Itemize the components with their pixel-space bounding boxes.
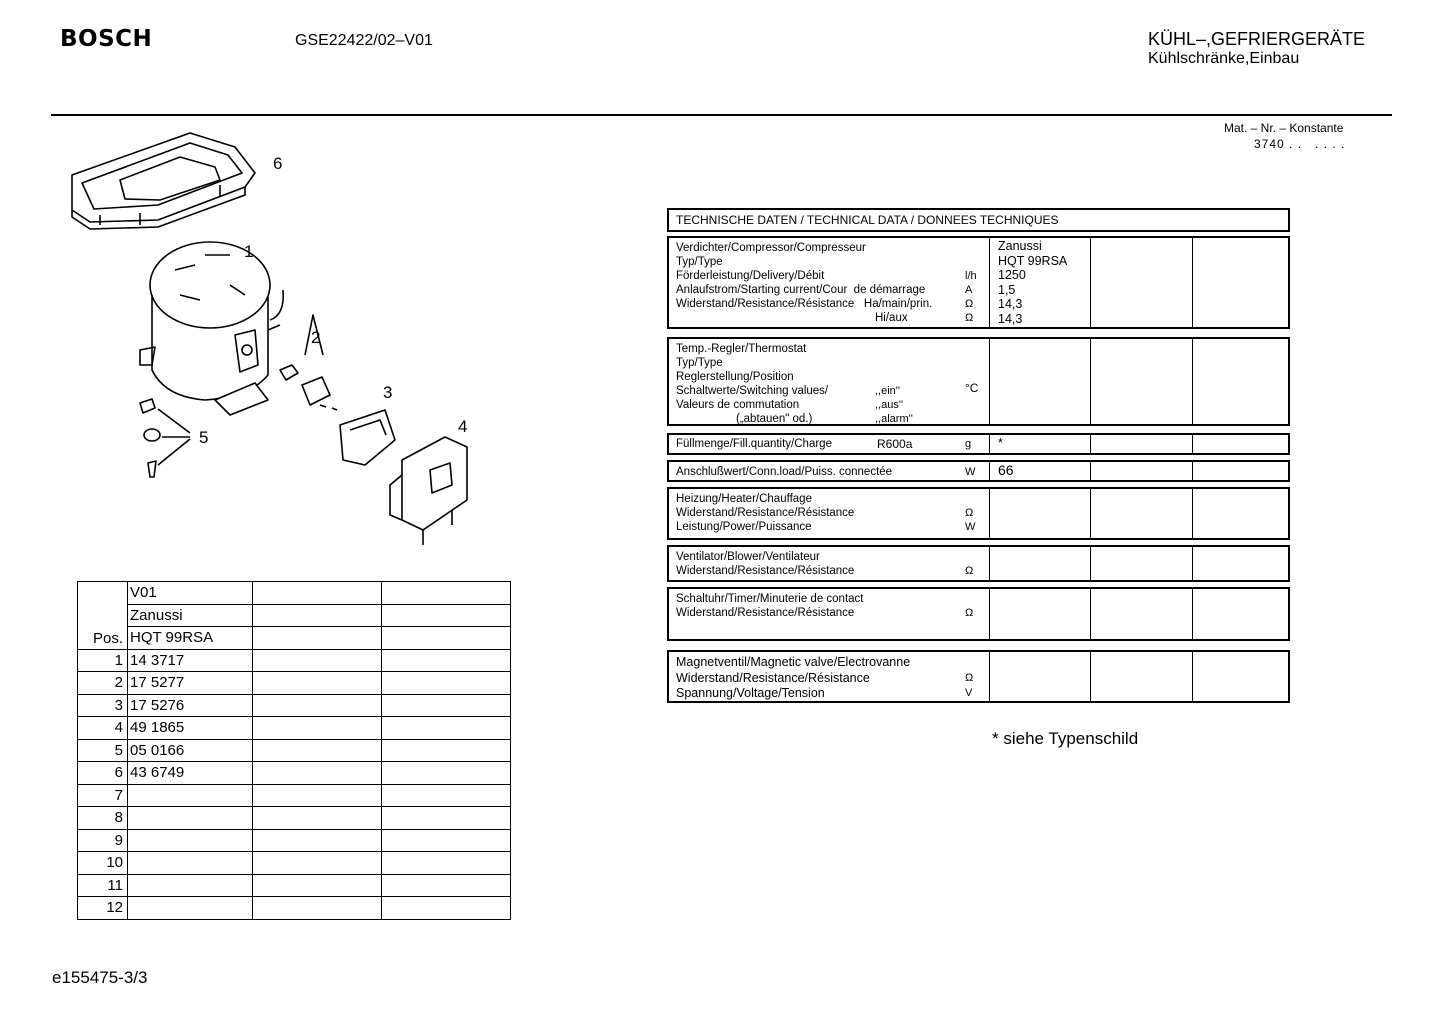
conn-label: Anschlußwert/Conn.load/Puiss. connectée bbox=[676, 466, 893, 478]
part-number-cell: 14 3717 bbox=[128, 649, 253, 672]
spec-line: Verdichter/Compressor/Compresseur bbox=[676, 242, 866, 254]
header-rule bbox=[51, 114, 1392, 116]
parts-table-header-row bbox=[78, 604, 511, 627]
parts-table-row bbox=[78, 897, 511, 920]
thermostat-line: Temp.-Regler/Thermostat bbox=[676, 343, 807, 355]
empty-variant-cell bbox=[382, 829, 511, 852]
label-2: 2 bbox=[311, 328, 321, 347]
exploded-parts-diagram bbox=[40, 125, 500, 555]
spec-line: Widerstand/Resistance/Résistance bbox=[676, 670, 870, 685]
parts-table-header-row bbox=[78, 627, 511, 650]
spec-line: Magnetventil/Magnetic valve/Electrovanne bbox=[676, 655, 911, 669]
fill-value: * bbox=[989, 435, 1090, 453]
part-number-cell: Zanussi bbox=[128, 604, 253, 627]
compressor-value: HQT 99RSA bbox=[998, 253, 1068, 268]
thermostat-block bbox=[667, 337, 1290, 426]
part-number-cell bbox=[128, 852, 253, 875]
control-box-part bbox=[390, 437, 467, 545]
connected-load-block bbox=[667, 460, 1290, 482]
parts-table-row bbox=[78, 649, 511, 672]
empty-variant-cell bbox=[382, 694, 511, 717]
label-5: 5 bbox=[199, 428, 209, 447]
part-number-cell: 49 1865 bbox=[128, 717, 253, 740]
pos-number: 9 bbox=[78, 829, 128, 852]
spec-line: Typ/Type bbox=[676, 256, 723, 268]
heater-block bbox=[667, 487, 1290, 540]
part-number-cell bbox=[128, 897, 253, 920]
empty-variant-cell bbox=[253, 807, 382, 830]
fill-quantity-block bbox=[667, 433, 1290, 455]
parts-table bbox=[77, 581, 511, 920]
parts-table-row bbox=[78, 694, 511, 717]
pos-number: 3 bbox=[78, 694, 128, 717]
timer-block bbox=[667, 587, 1290, 641]
mounting-hardware-part bbox=[140, 399, 190, 477]
empty-variant-cell bbox=[382, 604, 511, 627]
spec-line: Hi/aux bbox=[875, 312, 908, 324]
empty-variant-cell bbox=[253, 627, 382, 650]
parts-table-row bbox=[78, 762, 511, 785]
spec-line: Förderleistung/Delivery/Débit bbox=[676, 270, 825, 282]
pos-number: 6 bbox=[78, 762, 128, 785]
pos-number: 8 bbox=[78, 807, 128, 830]
empty-variant-cell bbox=[253, 694, 382, 717]
pos-number: 1 bbox=[78, 649, 128, 672]
spec-line: Spannung/Voltage/Tension bbox=[676, 686, 825, 700]
conn-unit: W bbox=[965, 466, 976, 478]
pos-number: 4 bbox=[78, 717, 128, 740]
spec-line: Widerstand/Resistance/Résistance bbox=[676, 507, 855, 519]
empty-variant-cell bbox=[253, 897, 382, 920]
thermostat-unit: °C bbox=[965, 381, 979, 395]
part-number-cell bbox=[128, 874, 253, 897]
empty-variant-cell bbox=[382, 627, 511, 650]
compressor-block bbox=[667, 236, 1290, 329]
part-number-cell: 05 0166 bbox=[128, 739, 253, 762]
part-number-cell bbox=[128, 807, 253, 830]
spec-unit: Ω bbox=[965, 312, 974, 324]
compressor-value: 1250 bbox=[998, 268, 1026, 282]
part-number-cell bbox=[128, 784, 253, 807]
fill-unit: g bbox=[965, 438, 972, 450]
mat-nr-label: Mat. – Nr. – Konstante bbox=[1224, 121, 1344, 135]
spec-unit: Ω bbox=[965, 507, 974, 519]
spec-unit: Ω bbox=[965, 671, 974, 684]
spec-line: Widerstand/Resistance/Résistance Ha/main/prin. bbox=[676, 298, 933, 310]
spec-line: Heizung/Heater/Chauffage bbox=[676, 493, 812, 505]
empty-variant-cell bbox=[253, 582, 382, 605]
spec-unit: l/h bbox=[965, 270, 977, 282]
category-title: KÜHL–,GEFRIERGERÄTE bbox=[1148, 29, 1366, 49]
empty-variant-cell bbox=[382, 762, 511, 785]
part-number-cell: 17 5277 bbox=[128, 672, 253, 695]
thermostat-line: Schaltwerte/Switching values/ bbox=[676, 385, 829, 397]
part-number-cell: V01 bbox=[128, 582, 253, 605]
empty-variant-cell bbox=[382, 672, 511, 695]
compressor-value: 1,5 bbox=[998, 282, 1016, 297]
parts-table-header-row bbox=[78, 582, 511, 605]
part-number-cell: HQT 99RSA bbox=[128, 627, 253, 650]
compressor-value: 14,3 bbox=[998, 311, 1023, 326]
conn-value: 66 bbox=[989, 462, 1090, 480]
parts-table-row bbox=[78, 874, 511, 897]
parts-table-row bbox=[78, 807, 511, 830]
label-4: 4 bbox=[458, 417, 468, 436]
label-1: 1 bbox=[244, 242, 254, 261]
empty-variant-cell bbox=[253, 604, 382, 627]
pos-number: 7 bbox=[78, 784, 128, 807]
part-number-cell: 17 5276 bbox=[128, 694, 253, 717]
spec-unit: V bbox=[965, 687, 973, 699]
spec-unit: Ω bbox=[965, 565, 974, 577]
label-6: 6 bbox=[273, 154, 283, 173]
pos-number: 2 bbox=[78, 672, 128, 695]
relay-part bbox=[280, 315, 337, 410]
empty-variant-cell bbox=[382, 717, 511, 740]
type-plate-note: * siehe Typenschild bbox=[992, 729, 1139, 748]
empty-variant-cell bbox=[382, 739, 511, 762]
blower-block bbox=[667, 545, 1290, 582]
spec-unit: Ω bbox=[965, 298, 974, 310]
spec-line: Anlaufstrom/Starting current/Cour de démarrage bbox=[676, 284, 926, 296]
pos-number: 10 bbox=[78, 852, 128, 875]
model-number: GSE22422/02–V01 bbox=[295, 32, 433, 49]
thermostat-line: Valeurs de commutation bbox=[676, 399, 800, 411]
thermostat-line: Reglerstellung/Position bbox=[676, 371, 794, 383]
label-3: 3 bbox=[383, 383, 393, 402]
fill-refrigerant: R600a bbox=[877, 437, 913, 451]
tech-data-title: TECHNISCHE DATEN / TECHNICAL DATA / DONNEES TECHNIQUES bbox=[667, 208, 1290, 232]
part-number-cell bbox=[128, 829, 253, 852]
brand-logo: BOSCH bbox=[60, 26, 153, 52]
empty-variant-cell bbox=[253, 649, 382, 672]
spec-unit: Ω bbox=[965, 607, 974, 619]
empty-variant-cell bbox=[382, 897, 511, 920]
empty-variant-cell bbox=[253, 784, 382, 807]
empty-variant-cell bbox=[382, 582, 511, 605]
spec-line: Widerstand/Resistance/Résistance bbox=[676, 607, 855, 619]
parts-table-row bbox=[78, 784, 511, 807]
part-number-cell: 43 6749 bbox=[128, 762, 253, 785]
empty-variant-cell bbox=[382, 784, 511, 807]
category-subtitle: Kühlschränke,Einbau bbox=[1148, 50, 1300, 67]
empty-variant-cell bbox=[253, 762, 382, 785]
spec-line: Schaltuhr/Timer/Minuterie de contact bbox=[676, 593, 864, 605]
empty-variant-cell bbox=[382, 649, 511, 672]
compressor-value: 14,3 bbox=[998, 297, 1023, 311]
parts-table-row bbox=[78, 717, 511, 740]
thermostat-line: Typ/Type bbox=[676, 357, 723, 369]
switch-state-label: ,,ein'' bbox=[875, 385, 900, 397]
switch-state-label: ,,aus'' bbox=[875, 399, 904, 411]
page-footer-id: e155475-3/3 bbox=[52, 968, 148, 987]
spec-line: Leistung/Power/Puissance bbox=[676, 521, 812, 533]
relay-cover-part bbox=[340, 410, 395, 465]
parts-table-row bbox=[78, 672, 511, 695]
empty-variant-cell bbox=[382, 807, 511, 830]
spec-line: Widerstand/Resistance/Résistance bbox=[676, 565, 855, 577]
pos-number: 12 bbox=[78, 897, 128, 920]
empty-variant-cell bbox=[253, 874, 382, 897]
empty-variant-cell bbox=[253, 852, 382, 875]
pos-header: Pos. bbox=[78, 582, 128, 650]
pos-number: 11 bbox=[78, 874, 128, 897]
parts-table-row bbox=[78, 829, 511, 852]
compressor-part bbox=[140, 242, 283, 415]
parts-table-row bbox=[78, 852, 511, 875]
drip-tray-part bbox=[72, 133, 255, 229]
compressor-value: Zanussi bbox=[998, 239, 1042, 253]
empty-variant-cell bbox=[253, 829, 382, 852]
spec-line: Ventilator/Blower/Ventilateur bbox=[676, 551, 820, 563]
fill-label: Füllmenge/Fill.quantity/Charge bbox=[676, 438, 832, 450]
empty-variant-cell bbox=[253, 739, 382, 762]
switch-state-label: ,,alarm'' bbox=[875, 413, 913, 425]
empty-variant-cell bbox=[382, 852, 511, 875]
mat-nr-value: 3740 . . . . . . bbox=[1254, 137, 1346, 151]
empty-variant-cell bbox=[253, 672, 382, 695]
empty-variant-cell bbox=[253, 717, 382, 740]
parts-table-row bbox=[78, 739, 511, 762]
spec-unit: W bbox=[965, 521, 976, 533]
thermostat-line: („abtauen" od.) bbox=[736, 413, 813, 425]
valve-block bbox=[667, 650, 1290, 703]
empty-variant-cell bbox=[382, 874, 511, 897]
pos-number: 5 bbox=[78, 739, 128, 762]
spec-unit: A bbox=[965, 284, 973, 296]
